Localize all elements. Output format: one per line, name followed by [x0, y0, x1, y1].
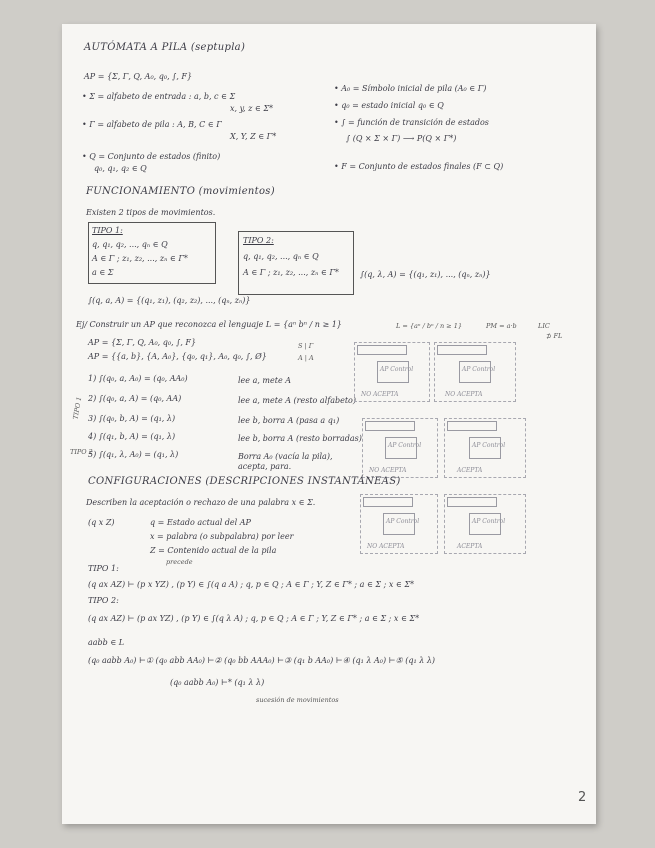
side-tipo1: TIPO 1 — [71, 396, 84, 420]
diagram-label: NO ACEPTA — [367, 543, 405, 550]
pda-diagram — [354, 342, 430, 402]
def-initial-symbol: • A₀ = Símbolo inicial de pila (A₀ ∈ Γ) — [334, 84, 487, 93]
example-language: L = {aⁿ / bⁿ / n ≥ 1} — [396, 322, 463, 330]
table-subheader: A | A — [298, 354, 314, 362]
def-transition: • ∫ = función de transición de estados — [334, 118, 489, 127]
config-tipo2-label: TIPO 2: — [88, 596, 119, 605]
tipo1-states: q, q₁, q₂, ..., qₙ ∈ Q — [92, 240, 168, 249]
tipo2-delta: ∫(q, λ, A) = {(q₁, z₁), ..., (qₙ, zₙ)} — [360, 270, 491, 279]
tipo2-stack: A ∈ Γ ; z₁, z₂, ..., zₙ ∈ Γ* — [243, 268, 339, 277]
pda-diagram — [434, 342, 516, 402]
diagram-label: AP Control — [380, 366, 414, 373]
pda-diagram — [360, 494, 438, 554]
notebook-page — [62, 24, 596, 824]
config-heading: CONFIGURACIONES (DESCRIPCIONES INSTANTÁNEAS) — [88, 476, 401, 487]
diagram-label: ACEPTA — [457, 467, 483, 474]
side-tipo2: TIPO 2 — [70, 448, 93, 456]
func-intro: Existen 2 tipos de movimientos. — [86, 208, 216, 217]
tipo2-states: q, q₁, q₂, ..., qₙ ∈ Q — [243, 252, 319, 261]
transition-comment-4: lee b, borra A (resto borradas) — [238, 434, 362, 443]
transition-comment-3: lee b, borra A (pasa a q₁) — [238, 416, 340, 425]
diagram-label: AP Control — [472, 518, 506, 525]
config-tipo2-move: (q ax AZ) ⊢ (p ax YZ) , (p Y) ∈ ∫(q λ A) ; q, p ∈ Q ; A ∈ Γ ; Y, Z ∈ Γ* ; a ∈ Σ ; x ∈ Σ* — [88, 614, 420, 623]
ap-tuple-generic: AP = {Σ, Γ, Q, A₀, q₀, ∫, F} — [88, 338, 197, 347]
example-fl: ⊅ FL — [546, 332, 563, 340]
config-tipo1-label: TIPO 1: — [88, 564, 119, 573]
page-number: 2 — [578, 790, 587, 805]
pda-diagram — [444, 418, 526, 478]
transition-4: 4) ∫(q₁, b, A) = (q₁, λ) — [88, 432, 176, 441]
def-states: • Q = Conjunto de estados (finito) — [82, 152, 221, 161]
page-title: AUTÓMATA A PILA (septupla) — [84, 42, 246, 53]
transition-comment-5: Borra A₀ (vacía la pila), acepta, para. — [238, 452, 333, 471]
transition-2: 2) ∫(q₀, a, A) = (q₀, AA) — [88, 394, 182, 403]
config-tipo1-move: (q ax AZ) ⊢ (p x YZ) , (p Y) ∈ ∫(q a A) ; q, p ∈ Q ; A ∈ Γ ; Y, Z ∈ Γ* ; a ∈ Σ ; x ∈ Σ* — [88, 580, 415, 589]
transition-5: 5) ∫(q₁, λ, A₀) = (q₁, λ) — [88, 450, 179, 459]
def-sigma-words: x, y, z ∈ Σ* — [230, 104, 274, 113]
tipo1-input: a ∈ Σ — [92, 268, 114, 277]
diagram-label: AP Control — [386, 518, 420, 525]
example-pm: PM = a·b — [486, 322, 517, 330]
diagram-label: ACEPTA — [457, 543, 483, 550]
config-item-state: q = Estado actual del AP — [150, 518, 251, 527]
precede-note: precede — [166, 558, 193, 566]
def-gamma-words: X, Y, Z ∈ Γ* — [230, 132, 277, 141]
def-gamma: • Γ = alfabeto de pila : A, B, C ∈ Γ — [82, 120, 222, 129]
example-statement: Ej/ Construir un AP que reconozca el lenguaje L = {aⁿ bⁿ / n ≥ 1} — [76, 320, 342, 329]
example-lic: LIC — [538, 322, 550, 330]
pda-diagram — [362, 418, 438, 478]
diagram-label: AP Control — [472, 442, 506, 449]
example-word: aabb ∈ L — [88, 638, 125, 647]
config-trace: (q₀ aabb A₀) ⊢① (q₀ abb AA₀) ⊢② (q₀ bb AAA₀) ⊢③ (q₁ b AA₀) ⊢④ (q₁ λ A₀) ⊢⑤ (q₁ λ λ) — [88, 656, 436, 665]
def-states-members: q₀, q₁, q₂ ∈ Q — [94, 164, 147, 173]
tipo2-label: TIPO 2: — [243, 236, 274, 245]
trace-note: sucesión de movimientos — [256, 696, 339, 704]
ap-definition: AP = {Σ, Γ, Q, A₀, q₀, ∫, F} — [84, 72, 193, 81]
config-item-stack: Z = Contenido actual de la pila — [150, 546, 277, 555]
transition-comment-1: lee a, mete A — [238, 376, 292, 385]
config-tuple: (q x Z) — [88, 518, 115, 527]
def-transition-signature: ∫ (Q × Σ × Γ) ⟶ P(Q × Γ*) — [346, 134, 457, 143]
tipo1-delta: ∫(q, a, A) = {(q₁, z₁), (q₂, z₂), ..., (qₙ, zₙ)} — [88, 296, 251, 305]
func-heading: FUNCIONAMIENTO (movimientos) — [86, 186, 275, 197]
def-final-states: • F = Conjunto de estados finales (F ⊂ Q) — [334, 162, 504, 171]
config-description: Describen la aceptación o rechazo de una palabra x ∈ Σ. — [86, 498, 316, 507]
diagram-label: NO ACEPTA — [445, 391, 483, 398]
diagram-label: NO ACEPTA — [361, 391, 399, 398]
config-item-word: x = palabra (o subpalabra) por leer — [150, 532, 294, 541]
ap-tuple-instance: AP = {{a, b}, {A, A₀}, {q₀, q₁}, A₀, q₀, ∫, Ø} — [88, 352, 267, 361]
def-initial-state: • q₀ = estado inicial q₀ ∈ Q — [334, 101, 444, 110]
def-sigma: • Σ = alfabeto de entrada : a, b, c ∈ Σ — [82, 92, 236, 101]
table-header: S | Γ — [298, 342, 314, 350]
transition-comment-2: lee a, mete A (resto alfabeto) — [238, 396, 356, 405]
config-trace-summary: (q₀ aabb A₀) ⊢* (q₁ λ λ) — [170, 678, 265, 687]
transition-3: 3) ∫(q₀, b, A) = (q₁, λ) — [88, 414, 176, 423]
diagram-label: AP Control — [388, 442, 422, 449]
diagram-label: NO ACEPTA — [369, 467, 407, 474]
pda-diagram — [444, 494, 526, 554]
transition-1: 1) ∫(q₀, a, A₀) = (q₀, AA₀) — [88, 374, 188, 383]
diagram-label: AP Control — [462, 366, 496, 373]
tipo1-stack: A ∈ Γ ; z₁, z₂, ..., zₙ ∈ Γ* — [92, 254, 188, 263]
tipo1-label: TIPO 1: — [92, 226, 123, 235]
